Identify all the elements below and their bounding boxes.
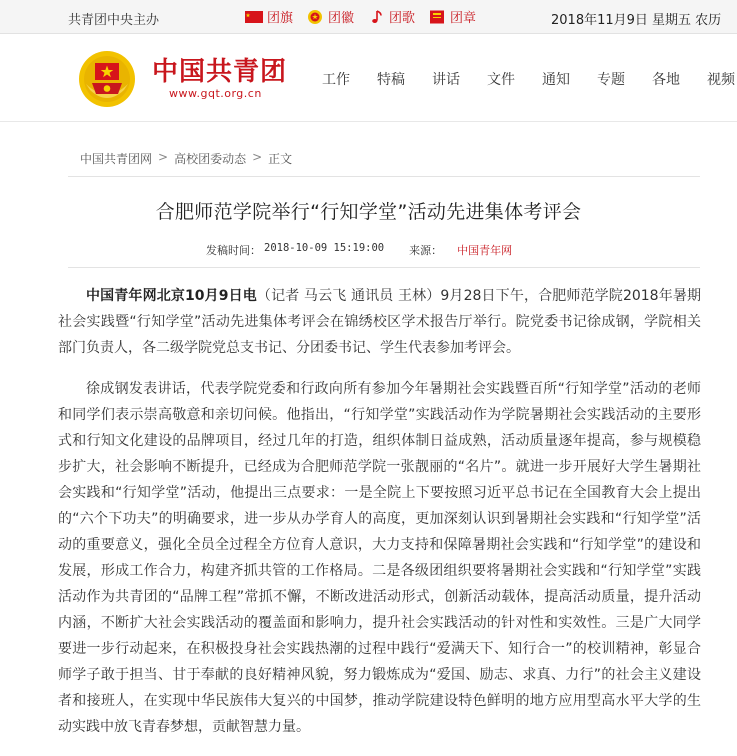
nav-item-documents[interactable]: 文件 <box>487 72 515 88</box>
youth-league-emblem-logo[interactable] <box>78 50 136 108</box>
breadcrumb-home[interactable]: 中国共青团网 <box>80 152 153 166</box>
symbol-links <box>244 7 476 26</box>
nav-item-speeches[interactable]: 讲话 <box>432 72 460 88</box>
symbol-label-flag: 团旗 <box>267 11 294 26</box>
breadcrumb <box>80 150 292 167</box>
symbol-label-emblem: 团徽 <box>328 11 355 26</box>
current-date: 2018年11月9日 星期五 农历 <box>551 13 722 28</box>
charter-book-icon <box>427 9 447 25</box>
nav-item-regions[interactable]: 各地 <box>652 72 680 88</box>
music-note-icon <box>366 9 386 25</box>
site-header <box>0 35 737 121</box>
symbol-label-song: 团歌 <box>389 11 416 26</box>
published-label: 发稿时间： <box>206 244 261 257</box>
breadcrumb-separator: > <box>252 150 263 164</box>
symbol-label-charter: 团章 <box>450 11 477 26</box>
nav-item-work[interactable]: 工作 <box>322 72 350 88</box>
breadcrumb-separator: > <box>158 150 169 164</box>
article-paragraph: 徐成钢发表讲话，代表学院党委和行政向所有参加今年暑期社会实践暨百所“行知学堂”活动的老师和同学们表示崇高敬意和亲切问候。他指出，“行知学堂”实践活动作为学院暑期社会实践活动的主要形式和行知文化建设的品牌项目，经过几年的打造，组织体制日益成熟，活动质量逐年提高，参与规模稳步扩大，社会影响不断提升，已经成为合肥师范学院一张靓丽的“名片”。就进一步开展好大学生暑期社会实践和“行知学堂”活动，他提出三点要求：一是全院上下要按照习近平总书记在全国教育大会上提出的“六个下功夫”的明确要求，进一步从办学育人的高度，更加深刻认识到暑期社会实践和“行知学堂”活动的重要意义，强化全员全过程全方位育人意识，大力支持和保障暑期社会实践和“行知学堂”的建设和发展，形成工作合力，构建齐抓共管的工作格局。二是各级团组织要将暑期社会实践和“行知学堂”实践活动作为共青团的“品牌工程”常抓不懈，不断改进活动形式，创新活动载体，提高活动质量，提升活动内涵，不断扩大社会实践活动的覆盖面和影响力，提升社会实践活动的针对性和实效性。三是广大同学要进一步行动起来，在积极投身社会实践热潮的过程中践行“爱满天下、知行合一”的校训精神，彰显合师学子敢于担当、甘于奉献的良好精神风貌，努力锻炼成为“爱国、励志、求真、力行”的社会主义建设者和接班人，在实现中华民族伟大复兴的中国梦，推动学院建设特色鲜明的地方应用型高水平大学的生动实践中放飞青春梦想，贡献智慧力量。 <box>58 381 701 735</box>
breadcrumb-divider <box>68 176 700 177</box>
nav-item-videos[interactable]: 视频 <box>707 72 735 88</box>
source-label: 来源： <box>409 244 443 257</box>
symbol-link-song[interactable] <box>366 7 415 26</box>
organizer-label: 共青团中央主办 <box>68 13 160 28</box>
site-title[interactable]: 中国共青团 <box>152 57 288 87</box>
source-link[interactable]: 中国青年网 <box>457 244 513 257</box>
main-nav <box>322 69 737 89</box>
symbol-link-charter[interactable] <box>427 7 476 26</box>
article-title: 合肥师范学院举行“行知学堂”活动先进集体考评会 <box>155 201 582 223</box>
paragraph-text: （记者 马云飞 通讯员 王林）9月28日下午，合肥师范学院2018年暑期社会实践暨“行知学堂”活动先进集体考评会在锦绣校区学术报告厅举行。院党委书记徐成钢，学院相关部门负责人，各二级学院党总支书记、分团委书记、学生代表参加考评会。 <box>58 288 701 356</box>
article-body <box>58 283 701 755</box>
header-divider <box>0 121 737 122</box>
nav-item-topics[interactable]: 专题 <box>597 72 625 88</box>
nav-item-features[interactable]: 特稿 <box>377 72 405 88</box>
article-paragraph <box>58 283 701 361</box>
breadcrumb-category[interactable]: 高校团委动态 <box>174 152 247 166</box>
top-bar <box>0 0 737 34</box>
symbol-link-flag[interactable] <box>244 7 293 26</box>
breadcrumb-current: 正文 <box>268 152 293 166</box>
meta-divider <box>68 267 700 268</box>
emblem-icon <box>305 9 325 25</box>
site-url: www.gqt.org.cn <box>169 87 262 100</box>
published-time: 2018-10-09 15:19:00 <box>264 242 385 254</box>
article-meta <box>206 242 512 258</box>
symbol-link-emblem[interactable] <box>305 7 354 26</box>
dateline: 中国青年网北京10月9日电 <box>86 288 257 304</box>
flag-icon <box>244 9 264 25</box>
nav-item-notices[interactable]: 通知 <box>542 72 570 88</box>
